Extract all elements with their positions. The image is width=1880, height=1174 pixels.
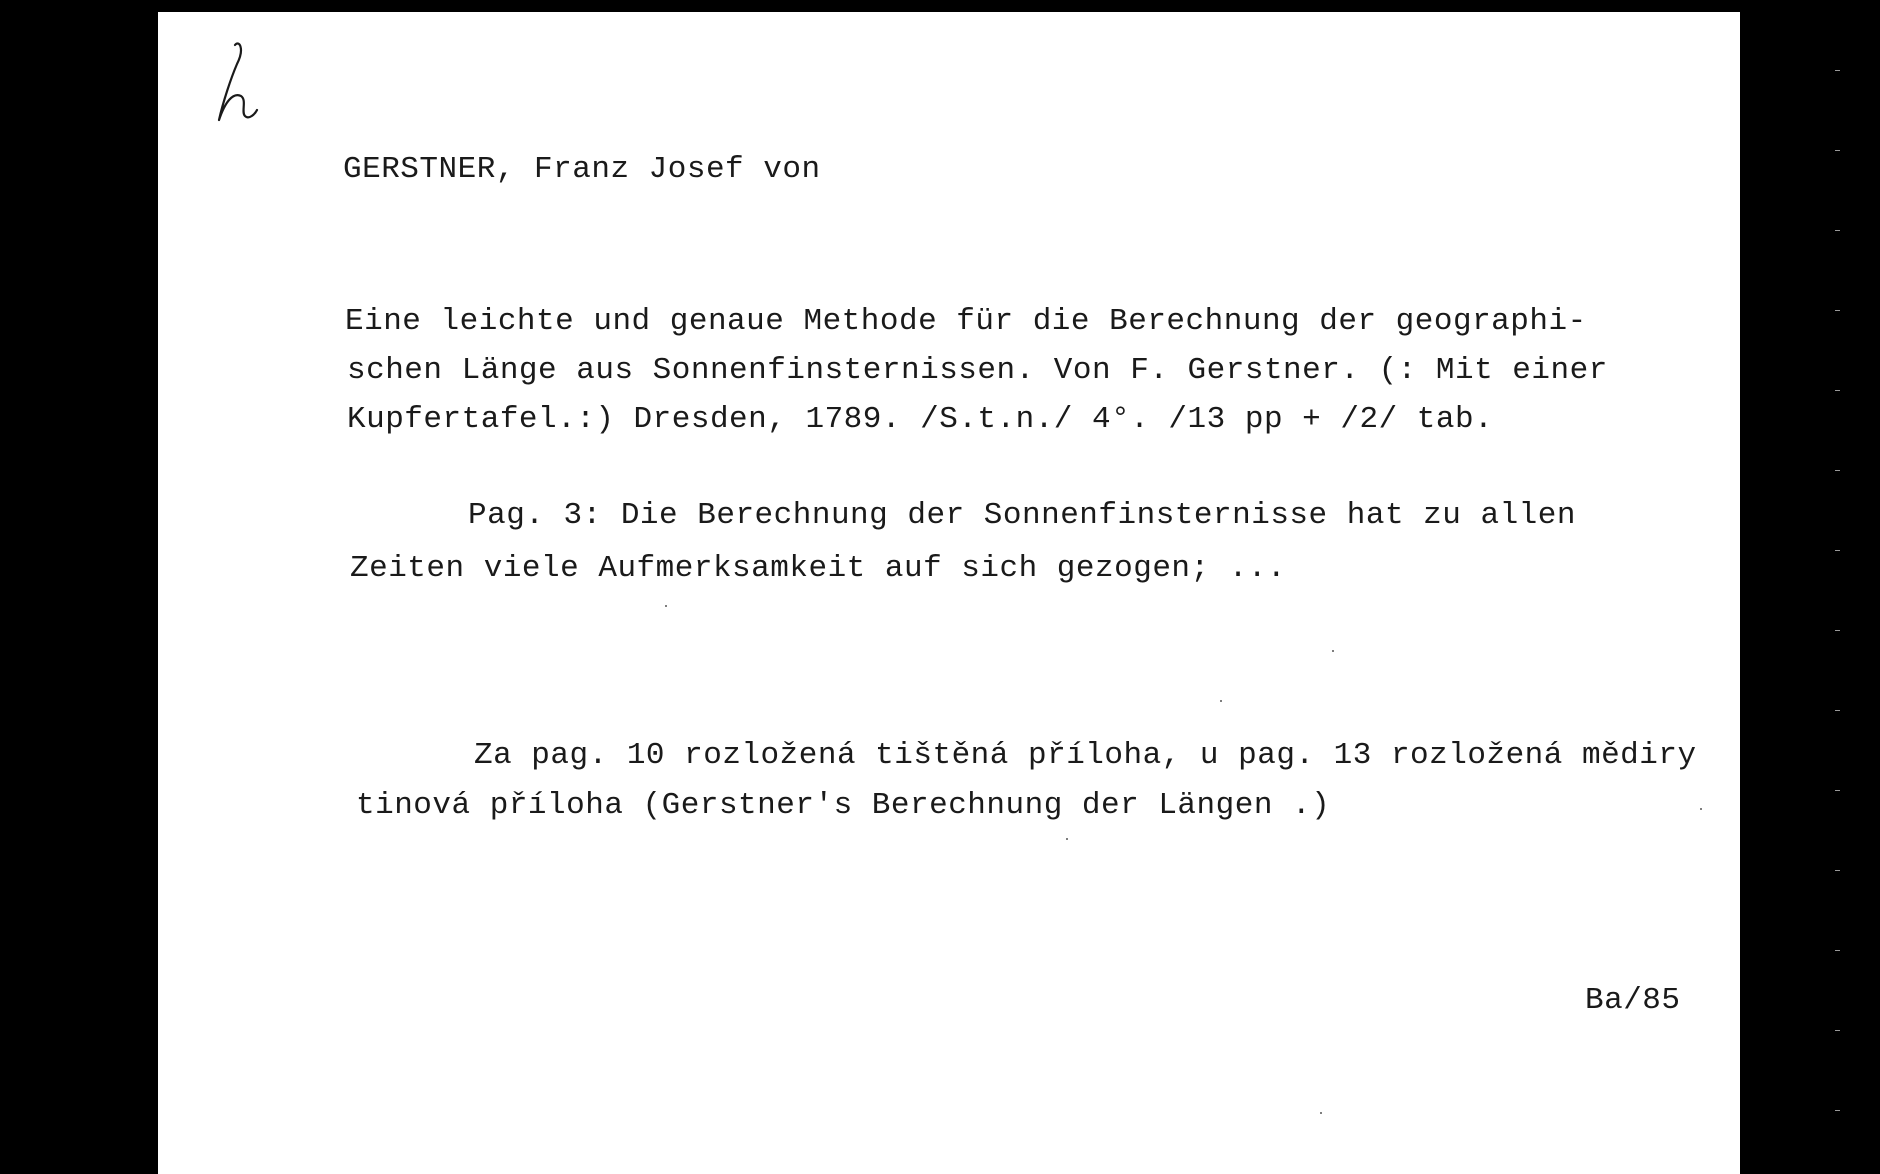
edge-tick xyxy=(1835,230,1840,231)
scan-speck xyxy=(1320,1112,1322,1114)
scan-speck xyxy=(1066,838,1068,840)
edge-tick xyxy=(1835,870,1840,871)
edge-tick xyxy=(1835,1110,1840,1111)
edge-tick xyxy=(1835,310,1840,311)
edge-tick xyxy=(1835,1030,1840,1031)
scan-speck xyxy=(1220,700,1222,702)
scan-speck xyxy=(665,605,667,607)
handwritten-h-mark xyxy=(205,40,265,130)
edge-tick xyxy=(1835,150,1840,151)
edge-tick xyxy=(1835,710,1840,711)
edge-tick xyxy=(1835,630,1840,631)
quote-line: Zeiten viele Aufmerksamkeit auf sich gezogen; ... xyxy=(350,551,1287,586)
note-line: Za pag. 10 rozložená tištěná příloha, u pag. 13 rozložená mědiry xyxy=(474,738,1697,773)
author-heading: GERSTNER, Franz Josef von xyxy=(343,152,821,187)
scan-speck xyxy=(1700,808,1702,810)
edge-tick xyxy=(1835,70,1840,71)
edge-tick xyxy=(1835,470,1840,471)
edge-tick xyxy=(1835,550,1840,551)
edge-tick xyxy=(1835,390,1840,391)
note-line: tinová příloha (Gerstner's Berechnung der Längen .) xyxy=(356,788,1331,823)
scan-speck xyxy=(1332,650,1334,652)
title-line: schen Länge aus Sonnenfinsternissen. Von F. Gerstner. (: Mit einer xyxy=(347,353,1608,388)
title-line: Kupfertafel.:) Dresden, 1789. /S.t.n./ 4°. /13 pp + /2/ tab. xyxy=(347,402,1494,437)
quote-line: Pag. 3: Die Berechnung der Sonnenfinsternisse hat zu allen xyxy=(468,498,1576,533)
title-line: Eine leichte und genaue Methode für die Berechnung der geographi- xyxy=(345,304,1587,339)
edge-tick xyxy=(1835,790,1840,791)
signature-code: Ba/85 xyxy=(1585,983,1681,1018)
edge-tick xyxy=(1835,950,1840,951)
scan-edge xyxy=(1740,0,1880,1174)
